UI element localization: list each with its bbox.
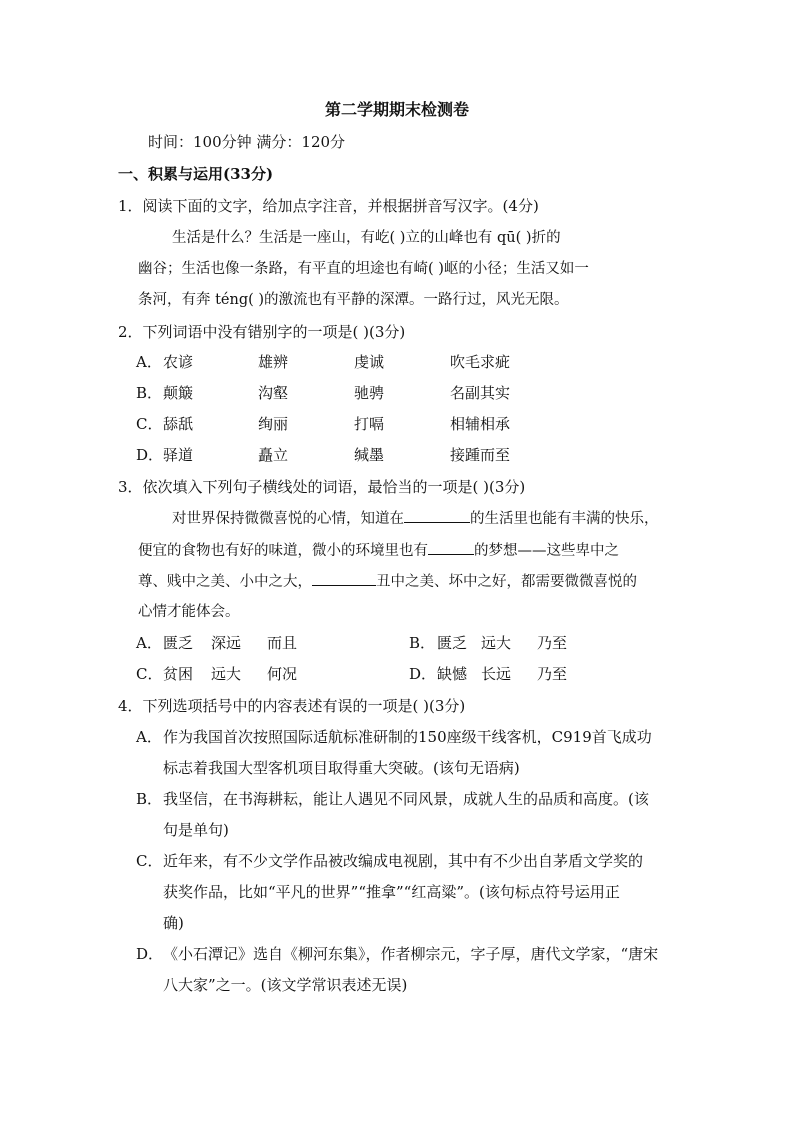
option-label: A． xyxy=(136,353,162,371)
q2-option-c xyxy=(136,414,162,434)
word: 颠簸 xyxy=(163,384,194,402)
word: 深远 xyxy=(211,634,242,652)
option-label: A． xyxy=(136,634,162,652)
text: 的生活里也能有丰满的快乐， xyxy=(470,511,659,527)
option-label: B． xyxy=(136,790,163,808)
option-text: 句是单句) xyxy=(163,821,229,839)
option-text: 我坚信，在书海耕耘，能让人遇见不同风景，成就人生的品质和高度。(该 xyxy=(163,790,649,808)
text: 的梦想——这些卑中之 xyxy=(474,543,619,559)
q3-passage-line xyxy=(138,571,637,592)
option-text: 作为我国首次按照国际适航标准研制的150座级干线客机，C919首飞成功 xyxy=(163,728,652,746)
option-label: C． xyxy=(136,415,163,433)
q1-stem: 1．阅读下面的文字，给加点字注音，并根据拼音写汉字。(4分) xyxy=(118,197,539,215)
word: 匮乏 xyxy=(437,634,468,652)
option-text: 获奖作品，比如“平凡的世界”“推拿”“红高粱”。(该句标点符号运用正 xyxy=(163,883,620,901)
text: 便宜的食物也有好的味道，微小的环境里也有 xyxy=(138,543,428,559)
option-text: 八大家”之一。(该文学常识表述无误) xyxy=(163,976,408,994)
word: 乃至 xyxy=(537,665,568,683)
text: 对世界保持微微喜悦的心情，知道在 xyxy=(172,511,404,527)
word: 乃至 xyxy=(537,634,568,652)
option-text: 《小石潭记》选自《柳河东集》，作者柳宗元，字子厚，唐代文学家，“唐宋 xyxy=(163,945,659,963)
q2-option-b xyxy=(136,383,162,403)
exam-meta: 时间：100分钟 满分：120分 xyxy=(148,133,346,151)
word: 打嗝 xyxy=(354,415,385,433)
q2-stem: 2．下列词语中没有错别字的一项是( )(3分) xyxy=(118,323,406,341)
word: 沟壑 xyxy=(258,384,289,402)
option-text: 近年来，有不少文学作品被改编成电视剧，其中有不少出自茅盾文学奖的 xyxy=(163,852,644,870)
option-text: 标志着我国大型客机项目取得重大突破。(该句无语病) xyxy=(163,759,520,777)
option-label: C． xyxy=(136,665,163,683)
q3-passage-line xyxy=(172,508,659,529)
answer-blank xyxy=(404,508,470,523)
q3-passage-line: 心情才能体会。 xyxy=(138,604,240,620)
option-label: C． xyxy=(136,852,163,870)
option-label: D． xyxy=(409,665,437,683)
option-text: 确) xyxy=(163,914,184,932)
word: 贫困 xyxy=(163,665,194,683)
word: 缺憾 xyxy=(437,665,468,683)
word: 舔舐 xyxy=(163,415,194,433)
answer-blank xyxy=(312,571,376,586)
word: 而且 xyxy=(267,634,298,652)
word: 远大 xyxy=(481,634,512,652)
word: 矗立 xyxy=(258,446,289,464)
q1-passage-line: 幽谷；生活也像一条路，有平直的坦途也有崎( )岖的小径；生活又如一 xyxy=(138,261,589,277)
text: 丑中之美、坏中之好，都需要微微喜悦的 xyxy=(376,574,637,590)
word: 虔诚 xyxy=(354,353,385,371)
q4-stem: 4．下列选项括号中的内容表述有误的一项是( )(3分) xyxy=(118,697,466,715)
word: 缄墨 xyxy=(354,446,385,464)
option-label: D． xyxy=(136,446,164,464)
option-label: B． xyxy=(409,634,436,652)
word: 驰骋 xyxy=(354,384,385,402)
q2-option-d xyxy=(136,445,162,465)
text: 尊、贱中之美、小中之大， xyxy=(138,574,312,590)
option-label: B． xyxy=(136,384,163,402)
option-label: A． xyxy=(136,728,162,746)
q3-passage-line xyxy=(138,540,619,561)
q1-passage-line: 条河，有奔 téng( )的激流也有平静的深潭。一路行过，风光无限。 xyxy=(138,292,569,308)
option-label: D． xyxy=(136,945,164,963)
exam-title: 第二学期期末检测卷 xyxy=(324,100,469,119)
word: 农谚 xyxy=(163,353,194,371)
section-heading: 一、积累与运用(33分) xyxy=(118,165,274,183)
q1-passage-line: 生活是什么？生活是一座山，有屹( )立的山峰也有 qū( )折的 xyxy=(172,230,561,246)
word: 相辅相承 xyxy=(450,415,511,433)
word: 绚丽 xyxy=(258,415,289,433)
word: 接踵而至 xyxy=(450,446,511,464)
word: 吹毛求疵 xyxy=(450,353,511,371)
word: 远大 xyxy=(211,665,242,683)
word: 何况 xyxy=(267,665,298,683)
word: 名副其实 xyxy=(450,384,511,402)
word: 长远 xyxy=(481,665,512,683)
word: 驿道 xyxy=(163,446,194,464)
q3-stem: 3．依次填入下列句子横线处的词语，最恰当的一项是( )(3分) xyxy=(118,478,526,496)
word: 雄辨 xyxy=(258,353,289,371)
q2-option-a xyxy=(136,352,162,372)
word: 匮乏 xyxy=(163,634,194,652)
answer-blank xyxy=(428,540,474,555)
